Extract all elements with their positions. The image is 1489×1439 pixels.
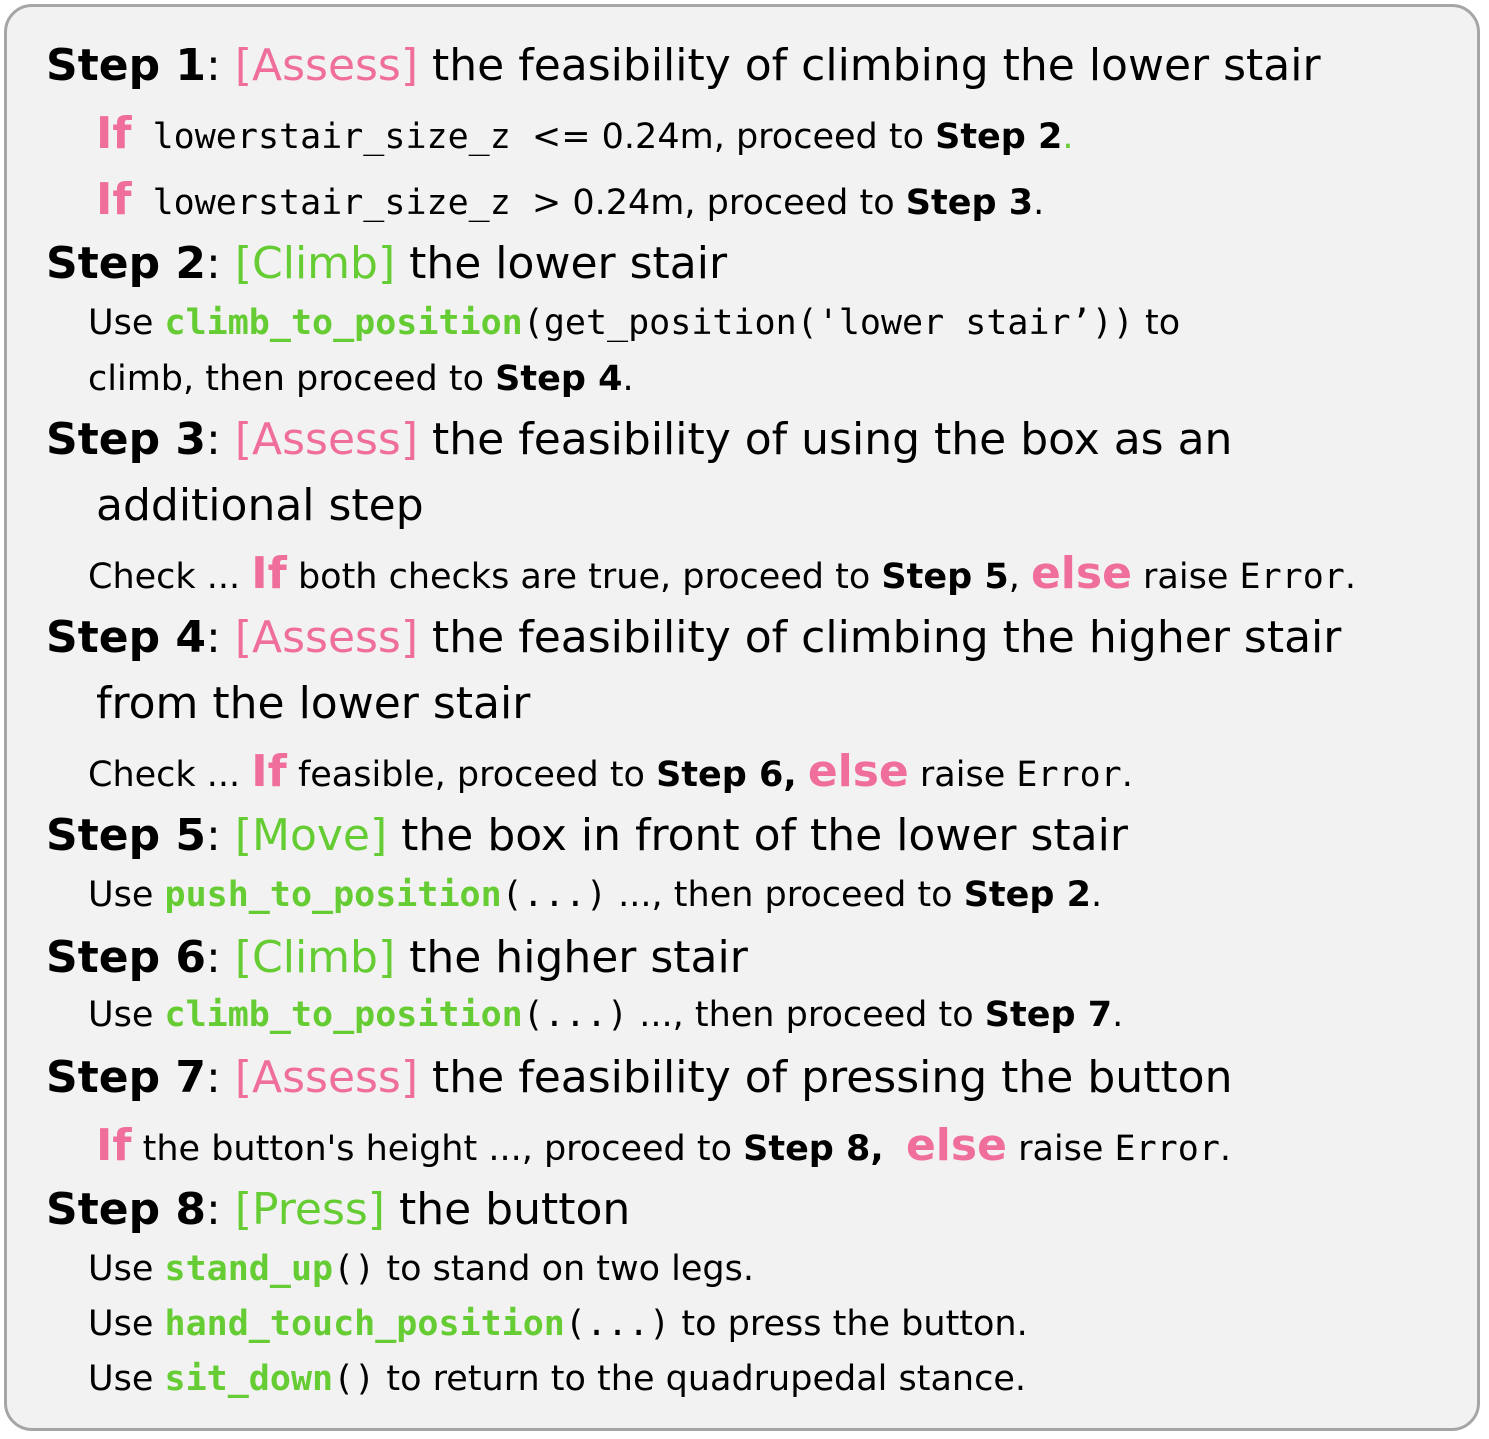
- period: .: [1033, 183, 1045, 223]
- variable-name: lowerstair_size_z: [131, 117, 532, 157]
- condition-text: both checks are true, proceed to: [286, 557, 882, 597]
- step-description: the feasibility of climbing the lower stair: [418, 40, 1321, 91]
- step-ref: Step 6,: [656, 755, 797, 795]
- step-3-heading-cont: additional step: [96, 480, 424, 531]
- action-tag: [Climb]: [234, 238, 396, 289]
- step-description: the feasibility of climbing the higher stair: [418, 612, 1342, 663]
- step-label: Step 2: [46, 238, 206, 289]
- use-text: Use: [88, 1359, 165, 1399]
- use-text: Use: [88, 1304, 165, 1344]
- step-4-heading: [46, 612, 1342, 663]
- else-keyword: else: [1030, 548, 1132, 599]
- step-label: Step 5: [46, 810, 206, 861]
- step-label: Step 4: [46, 612, 206, 663]
- else-keyword: else: [905, 1120, 1007, 1171]
- step-description: the higher stair: [395, 932, 748, 983]
- action-tag: [Assess]: [234, 40, 419, 91]
- step-label: Step 8: [46, 1184, 206, 1235]
- colon: :: [206, 1052, 221, 1103]
- else-keyword: else: [807, 746, 909, 797]
- use-text: Use: [88, 303, 165, 343]
- colon: :: [206, 810, 221, 861]
- instruction-text: ..., then proceed to: [607, 875, 964, 915]
- use-text: Use: [88, 1249, 165, 1289]
- function-name: sit_down: [164, 1359, 334, 1399]
- step-2-heading: [46, 238, 728, 289]
- step-8-heading: [46, 1184, 631, 1235]
- action-tag: [Assess]: [234, 414, 419, 465]
- step-description: the feasibility of using the box as an: [418, 414, 1233, 465]
- if-keyword: If: [251, 548, 287, 599]
- colon: :: [206, 612, 221, 663]
- step-2-instruction-cont: [88, 359, 634, 399]
- step-1-condition-1: [96, 108, 1074, 159]
- if-keyword: If: [96, 1120, 132, 1171]
- step-7-condition: [96, 1120, 1232, 1171]
- period: .: [1121, 755, 1133, 795]
- function-name: hand_touch_position: [164, 1304, 565, 1344]
- step-label: Step 1: [46, 40, 206, 91]
- step-3-heading: [46, 414, 1233, 465]
- function-args: (...): [522, 995, 629, 1035]
- step-6-instruction: [88, 995, 1124, 1035]
- step-description: the button: [384, 1184, 631, 1235]
- use-text: Use: [88, 995, 165, 1035]
- action-tag: [Assess]: [234, 1052, 419, 1103]
- period: .: [1112, 995, 1124, 1035]
- raise-text: raise: [908, 755, 1017, 795]
- instruction-text: to press the button.: [670, 1304, 1028, 1344]
- function-args: (...): [564, 1304, 671, 1344]
- colon: :: [206, 1184, 221, 1235]
- colon: :: [206, 40, 221, 91]
- if-keyword: If: [96, 174, 132, 225]
- function-args: (...): [501, 875, 608, 915]
- check-text: Check ...: [88, 755, 252, 795]
- step-ref: Step 4: [495, 359, 623, 399]
- use-text: Use: [88, 875, 165, 915]
- step-ref: Step 7: [984, 995, 1113, 1035]
- function-name: climb_to_position: [164, 995, 523, 1035]
- step-description: the box in front of the lower stair: [387, 810, 1128, 861]
- step-label: Step 6: [46, 932, 206, 983]
- function-args: (get_position('lower stair’)): [522, 303, 1134, 343]
- step-8-instruction-2: [88, 1304, 1028, 1344]
- step-ref: Step 2: [935, 117, 1063, 157]
- condition-text: > 0.24m, proceed to: [531, 183, 906, 223]
- instruction-text: ..., then proceed to: [628, 995, 985, 1035]
- period: .: [1062, 117, 1074, 157]
- step-ref: Step 5: [881, 557, 1009, 597]
- step-7-heading: [46, 1052, 1233, 1103]
- raise-text: raise: [1006, 1129, 1115, 1169]
- step-1-heading: [46, 40, 1321, 91]
- instruction-text: climb, then proceed to: [88, 359, 496, 399]
- period: .: [1090, 875, 1103, 915]
- step-description: the feasibility of pressing the button: [418, 1052, 1233, 1103]
- step-2-instruction: [88, 303, 1181, 343]
- condition-text: <= 0.24m, proceed to: [531, 117, 936, 157]
- colon: :: [206, 238, 221, 289]
- function-name: climb_to_position: [164, 303, 523, 343]
- step-label: Step 7: [46, 1052, 206, 1103]
- function-name: stand_up: [164, 1249, 334, 1289]
- action-tag: [Climb]: [234, 932, 396, 983]
- variable-name: lowerstair_size_z: [131, 183, 532, 223]
- condition-text: the button's height ..., proceed to: [131, 1129, 744, 1169]
- function-args: (): [333, 1249, 376, 1289]
- condition-text: feasible, proceed to: [286, 755, 657, 795]
- step-3-check: [88, 548, 1357, 599]
- instruction-text: to: [1133, 303, 1181, 343]
- step-ref: Step 8,: [743, 1129, 884, 1169]
- step-4-check: [88, 746, 1133, 797]
- step-description: the lower stair: [395, 238, 728, 289]
- error-name: Error: [1239, 557, 1345, 597]
- step-8-instruction-3: [88, 1359, 1026, 1399]
- action-tag: [Press]: [234, 1184, 385, 1235]
- step-ref: Step 2: [963, 875, 1091, 915]
- step-8-instruction-1: [88, 1249, 755, 1289]
- step-5-instruction: [88, 875, 1103, 915]
- if-keyword: If: [96, 108, 132, 159]
- step-1-condition-2: [96, 174, 1045, 225]
- step-4-heading-cont: from the lower stair: [96, 678, 531, 729]
- check-text: Check ...: [88, 557, 252, 597]
- if-keyword: If: [251, 746, 287, 797]
- function-name: push_to_position: [164, 875, 502, 915]
- period: .: [1344, 557, 1357, 597]
- step-ref: Step 3: [905, 183, 1034, 223]
- raise-text: raise: [1131, 557, 1240, 597]
- period: .: [622, 359, 634, 399]
- colon: :: [206, 414, 221, 465]
- period: .: [1219, 1129, 1232, 1169]
- action-tag: [Assess]: [234, 612, 419, 663]
- comma: ,: [1008, 557, 1031, 597]
- function-args: (): [333, 1359, 376, 1399]
- error-name: Error: [1114, 1129, 1220, 1169]
- step-label: Step 3: [46, 414, 206, 465]
- error-name: Error: [1016, 755, 1122, 795]
- colon: :: [206, 932, 221, 983]
- instruction-text: to return to the quadrupedal stance.: [375, 1359, 1026, 1399]
- step-6-heading: [46, 932, 748, 983]
- action-tag: [Move]: [234, 810, 388, 861]
- instruction-text: to stand on two legs.: [375, 1249, 755, 1289]
- step-5-heading: [46, 810, 1128, 861]
